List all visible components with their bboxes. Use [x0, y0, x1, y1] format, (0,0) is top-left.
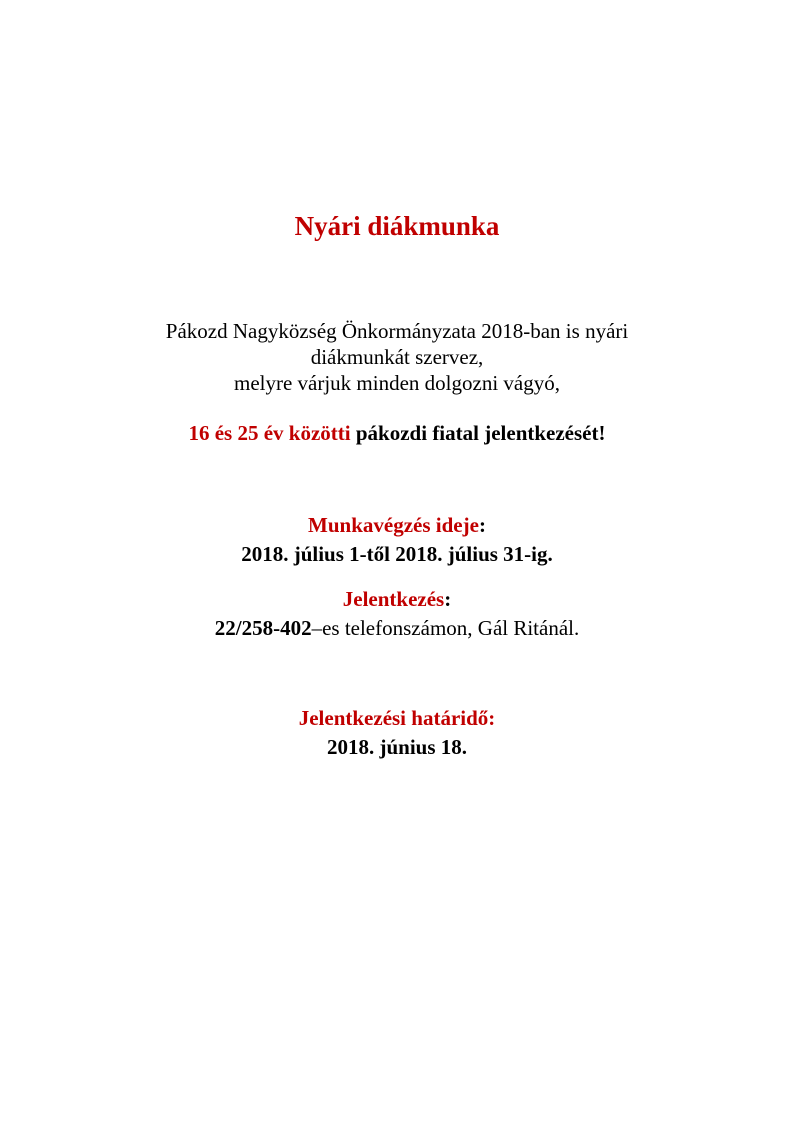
- work-period-label: Munkavégzés ideje: [308, 513, 479, 537]
- phone-number: 22/258-402: [214, 616, 312, 640]
- age-range: 16 és 25 év közötti: [188, 421, 351, 445]
- application-rest: –es telefonszámon, Gál Ritánál.: [311, 616, 580, 640]
- application-details: [0, 615, 794, 641]
- application-colon: :: [444, 587, 452, 611]
- page-title: Nyári diákmunka: [294, 211, 500, 241]
- deadline-value: 2018. június 18.: [326, 735, 468, 759]
- work-period-value: 2018. július 1-től 2018. július 31-ig.: [241, 542, 553, 566]
- highlight-line: [0, 420, 794, 446]
- work-period-heading: [0, 512, 794, 538]
- intro-line-2: diákmunkát szervez,: [310, 345, 484, 369]
- application-label: Jelentkezés: [342, 587, 445, 611]
- intro-line-1: Pákozd Nagyközség Önkormányzata 2018-ban is nyári: [165, 319, 629, 343]
- intro-line-3: melyre várjuk minden dolgozni vágyó,: [233, 371, 560, 395]
- work-period-colon: :: [478, 513, 486, 537]
- deadline-label: Jelentkezési határidő:: [298, 706, 496, 730]
- application-heading: [0, 586, 794, 612]
- highlight-rest: pákozdi fiatal jelentkezését!: [350, 421, 606, 445]
